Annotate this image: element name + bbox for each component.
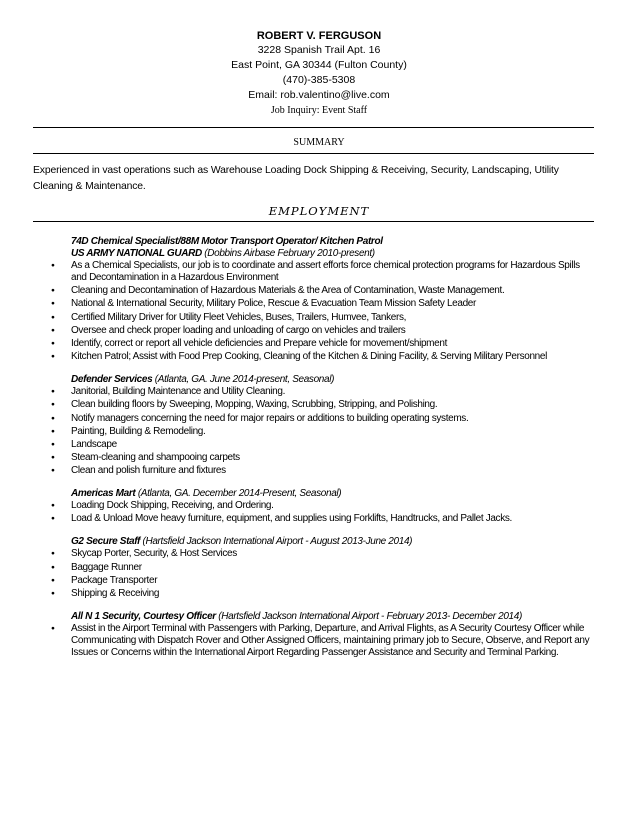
job-details: (Dobbins Airbase February 2010-present) — [204, 248, 375, 259]
job-title-line — [71, 488, 591, 500]
list-item: ● Painting, Building & Remodeling. — [71, 426, 591, 438]
job-entry — [71, 611, 591, 659]
job-inquiry: Job Inquiry: Event Staff — [270, 105, 368, 116]
list-item: ● As a Chemical Specialists, our job is to coordinate and assert efforts force chemical protection programs for Hazardous Spills and Decontamination in a Hazardous Environment — [71, 260, 591, 284]
list-item: ● Shipping & Receiving — [71, 588, 591, 600]
employment-list — [71, 236, 591, 670]
employment-heading: EMPLOYMENT — [268, 204, 370, 218]
job-title-line — [71, 374, 591, 386]
job-details: (Hartsfield Jackson International Airport - August 2013-June 2014) — [142, 536, 413, 548]
list-item: ● Steam-cleaning and shampooing carpets — [71, 452, 591, 464]
list-item: ● Load & Unload Move heavy furniture, equipment, and supplies using Forklifts, Handtrucks, and Pallet Jacks. — [71, 513, 591, 525]
list-item: ● Package Transporter — [71, 575, 591, 587]
job-title: All N 1 Security, Courtesy Officer — [71, 611, 216, 622]
resume-header — [0, 29, 638, 118]
job-entry — [71, 488, 591, 525]
list-item: ● Clean building floors by Sweeping, Mopping, Waxing, Scrubbing, Stripping, and Polishing. — [71, 399, 591, 411]
job-title: Americas Mart — [71, 488, 136, 500]
divider-employment — [33, 221, 594, 222]
job-title: 74D Chemical Specialist/88M Motor Transport Operator/ Kitchen Patrol — [71, 236, 383, 247]
address-line-1: 3228 Spanish Trail Apt. 16 — [257, 44, 381, 56]
job-duties — [71, 260, 591, 363]
job-duties — [71, 386, 591, 477]
list-item: ● Identify, correct or report all vehicle deficiencies and Prepare vehicle for movement/shipment — [71, 338, 591, 350]
job-title-line — [71, 536, 591, 548]
list-item: ● National & International Security, Military Police, Rescue & Evacuation Team Mission Safety Leader — [71, 298, 591, 310]
divider-top — [33, 127, 594, 128]
list-item: ● Certified Military Driver for Utility Fleet Vehicles, Buses, Trailers, Humvee, Tankers, — [71, 312, 591, 324]
list-item: ● Baggage Runner — [71, 562, 591, 574]
job-title-line — [71, 611, 591, 623]
divider-summary — [33, 153, 594, 154]
job-details: (Atlanta, GA. December 2014-Present, Seasonal) — [137, 488, 342, 500]
list-item: ● Janitorial, Building Maintenance and Utility Cleaning. — [71, 386, 591, 398]
list-item: ● Loading Dock Shipping, Receiving, and Ordering. — [71, 500, 591, 512]
job-org-line — [71, 248, 591, 260]
job-duties — [71, 623, 591, 659]
list-item: ● Landscape — [71, 439, 591, 451]
job-details: (Hartsfield Jackson International Airport - February 2013- December 2014) — [218, 611, 522, 622]
email-address: Email: rob.valentino@live.com — [248, 89, 390, 101]
summary-heading: SUMMARY — [293, 137, 345, 148]
phone-number: (470)-385-5308 — [282, 74, 356, 86]
list-item: ● Oversee and check proper loading and unloading of cargo on vehicles and trailers — [71, 325, 591, 337]
candidate-name: ROBERT V. FERGUSON — [256, 30, 382, 42]
job-title: G2 Secure Staff — [71, 536, 141, 548]
list-item: ● Skycap Porter, Security, & Host Services — [71, 548, 591, 560]
job-organization: US ARMY NATIONAL GUARD — [71, 248, 202, 259]
list-item: ● Kitchen Patrol; Assist with Food Prep Cooking, Cleaning of the Kitchen & Dining Facility, & Serving Military Personnel — [71, 351, 591, 363]
job-title: Defender Services — [71, 374, 153, 386]
list-item: ● Clean and polish furniture and fixtures — [71, 465, 591, 477]
list-item: ● Assist in the Airport Terminal with Passengers with Parking, Departure, and Arrival Flights, as A Security Courtesy Officer while Communicating with Dispatch Rover and Other Assigned Officers, maintaining primary job to Secure, Observe, and Report any Issues or Concerns within the International Airport Regarding Passenger Assistance and Security and Terminal Parking. — [71, 623, 591, 659]
summary-text: Experienced in vast operations such as Warehouse Loading Dock Shipping & Receiving, Security, Landscaping, Utility Cleaning & Maintenance. — [33, 165, 559, 192]
job-entry — [71, 236, 591, 363]
job-entry — [71, 374, 591, 477]
list-item: ● Cleaning and Decontamination of Hazardous Materials & the Area of Contamination, Waste Management. — [71, 285, 591, 297]
job-details: (Atlanta, GA. June 2014-present, Seasonal) — [154, 374, 335, 386]
list-item: ● Notify managers concerning the need for major repairs or additions to building operating systems. — [71, 413, 591, 425]
job-duties — [71, 500, 591, 525]
job-duties — [71, 548, 591, 600]
job-entry — [71, 536, 591, 600]
address-line-2: East Point, GA 30344 (Fulton County) — [231, 59, 407, 71]
